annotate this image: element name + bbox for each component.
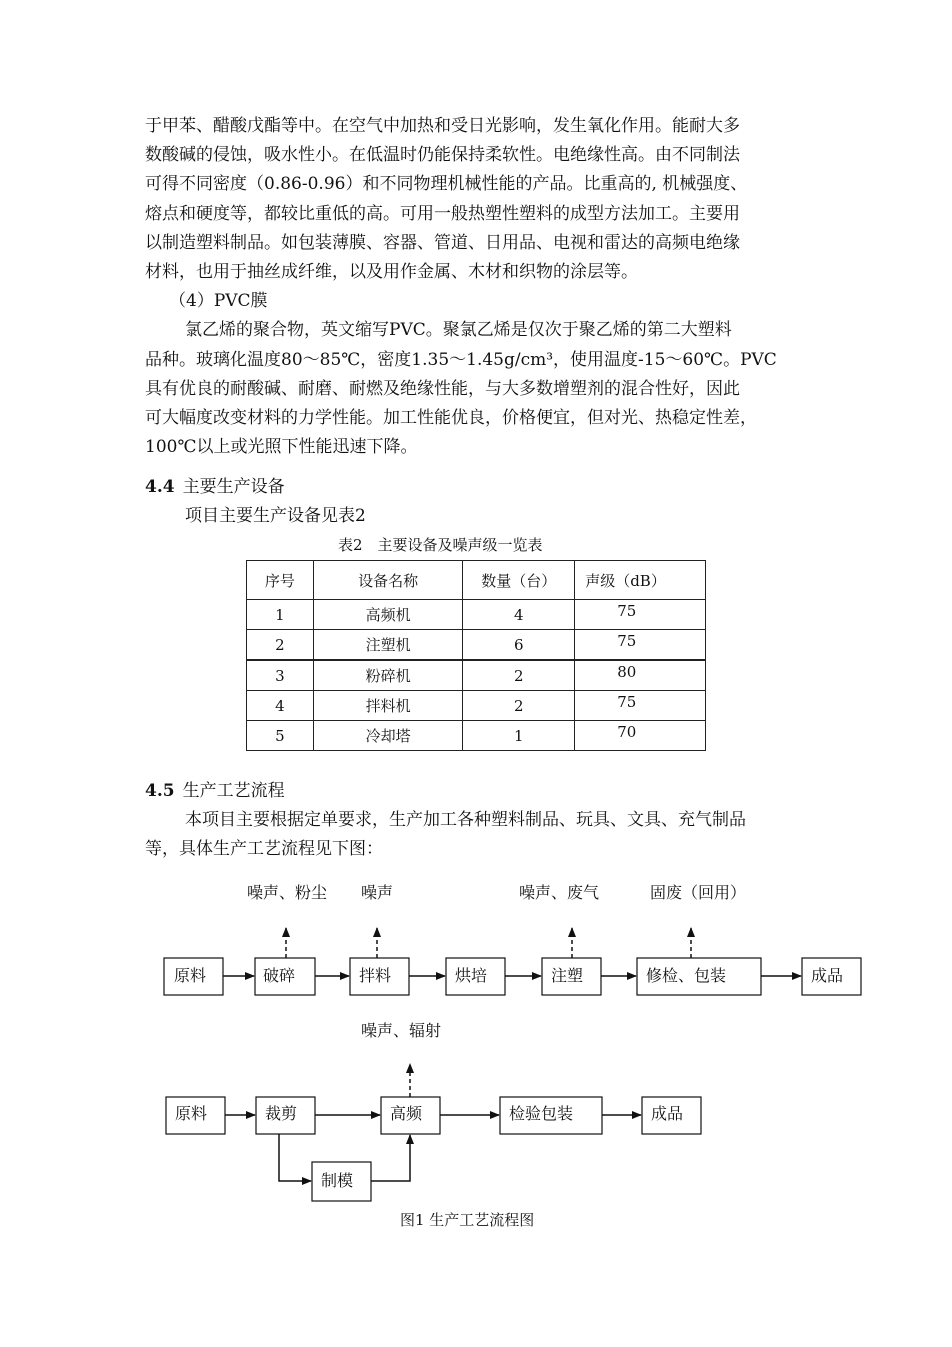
table-cell: 2 xyxy=(247,630,314,661)
flow-box xyxy=(350,958,409,995)
section-title: 主要生产设备 xyxy=(182,477,285,497)
flow-arrow xyxy=(371,1135,410,1181)
text-line: 等，具体生产工艺流程见下图： xyxy=(145,839,383,860)
text-line: 于甲苯、醋酸戊酯等中。在空气中加热和受日光影响，发生氧化作用。能耐大多 xyxy=(145,116,740,136)
table-cell: 75 xyxy=(575,691,706,721)
flow-box xyxy=(637,958,761,995)
flow-box-label: 成品 xyxy=(651,1104,684,1123)
emission-label: 噪声、辐射 xyxy=(361,1021,442,1040)
header-cell: 设备名称 xyxy=(313,561,463,600)
flow-box xyxy=(642,1097,701,1134)
table-cell: 拌料机 xyxy=(313,691,463,721)
flow-box xyxy=(542,958,601,995)
table-cell: 粉碎机 xyxy=(313,660,463,691)
section-number: 4.5 xyxy=(145,781,175,801)
flow-box xyxy=(802,958,861,995)
table-cell: 注塑机 xyxy=(313,630,463,661)
flow-box-label: 破碎 xyxy=(263,966,296,985)
text-line: 可大幅度改变材料的力学性能。加工性能优良，价格便宜，但对光、热稳定性差， xyxy=(145,408,757,429)
flow-box xyxy=(446,958,505,995)
flow-box-label: 烘培 xyxy=(455,966,488,985)
flow-box-label: 拌料 xyxy=(359,966,392,985)
table-cell: 冷却塔 xyxy=(313,721,463,751)
emission-label: 噪声、粉尘 xyxy=(247,883,328,902)
text-line: 以制造塑料制品。如包装薄膜、容器、管道、日用品、电视和雷达的高频电绝缘 xyxy=(145,232,740,253)
text-line: 熔点和硬度等，都较比重低的高。可用一般热塑性塑料的成型方法加工。主要用 xyxy=(145,203,740,224)
flow-box-label: 裁剪 xyxy=(265,1104,298,1123)
flow-box-label: 成品 xyxy=(811,966,844,985)
table-cell: 70 xyxy=(575,721,706,751)
text-line: 氯乙烯的聚合物，英文缩写PVC。聚氯乙烯是仅次于聚乙烯的第二大塑料 xyxy=(185,320,732,341)
table-cell: 4 xyxy=(463,600,575,630)
header-cell: 数量（台） xyxy=(463,561,575,600)
flow-box xyxy=(256,1097,315,1134)
flow-box-label: 制模 xyxy=(321,1171,354,1190)
flow-box-label: 高频 xyxy=(390,1104,423,1123)
table-cell: 3 xyxy=(247,660,314,691)
section-number: 4.4 xyxy=(145,477,175,497)
header-cell: 序号 xyxy=(247,561,314,600)
table-cell: 高频机 xyxy=(313,600,463,630)
header-cell: 声级（dB） xyxy=(575,561,706,600)
section-title: 生产工艺流程 xyxy=(182,781,285,801)
table-cell: 6 xyxy=(463,630,575,661)
table-cell: 4 xyxy=(247,691,314,721)
flow-box xyxy=(381,1097,440,1134)
flow-box xyxy=(255,958,315,995)
flow-box-label: 注塑 xyxy=(551,966,584,985)
table-cell: 1 xyxy=(247,600,314,630)
emission-label: 固废（回用） xyxy=(650,883,747,902)
table-cell: 2 xyxy=(463,691,575,721)
flow-box-label: 检验包装 xyxy=(509,1104,574,1123)
section-4-4-text: 项目主要生产设备见表2 xyxy=(185,506,366,526)
table-cell: 80 xyxy=(575,660,706,691)
pvc-subheading: （4）PVC膜 xyxy=(169,291,268,312)
table-cell: 75 xyxy=(575,630,706,661)
text-line: 材料，也用于抽丝成纤维，以及用作金属、木材和织物的涂层等。 xyxy=(145,262,638,283)
flow-box-label: 修检、包装 xyxy=(646,966,727,985)
table-cell: 5 xyxy=(247,721,314,751)
emission-label: 噪声、废气 xyxy=(519,883,600,902)
flow-box xyxy=(164,958,223,995)
flow-box-label: 原料 xyxy=(174,966,207,985)
table-cell: 75 xyxy=(575,600,706,630)
table-cell: 2 xyxy=(463,660,575,691)
figure-caption: 图1 生产工艺流程图 xyxy=(400,1211,535,1229)
text-line: 数酸碱的侵蚀，吸水性小。在低温时仍能保持柔软性。电绝缘性高。由不同制法 xyxy=(145,145,740,166)
text-line: 品种。玻璃化温度80～85℃，密度1.35～1.45g/cm³，使用温度-15～60℃。PVC xyxy=(145,349,777,370)
flow-box xyxy=(500,1097,602,1134)
text-line: 具有优良的耐酸碱、耐磨、耐燃及绝缘性能，与大多数增塑剂的混合性好，因此 xyxy=(145,378,740,399)
text-line: 本项目主要根据定单要求，生产加工各种塑料制品、玩具、文具、充气制品 xyxy=(185,810,746,830)
flow-arrow xyxy=(279,1134,311,1181)
table-caption: 表2 主要设备及噪声级一览表 xyxy=(338,536,543,554)
emission-label: 噪声 xyxy=(361,883,394,902)
flow-box-label: 原料 xyxy=(175,1104,208,1123)
text-line: 100℃以上或光照下性能迅速下降。 xyxy=(145,437,418,458)
table-cell: 1 xyxy=(463,721,575,751)
flow-box xyxy=(312,1162,371,1201)
text-line: 可得不同密度（0.86-0.96）和不同物理机械性能的产品。比重高的, 机械强度、 xyxy=(145,174,748,195)
flow-box xyxy=(166,1097,225,1134)
